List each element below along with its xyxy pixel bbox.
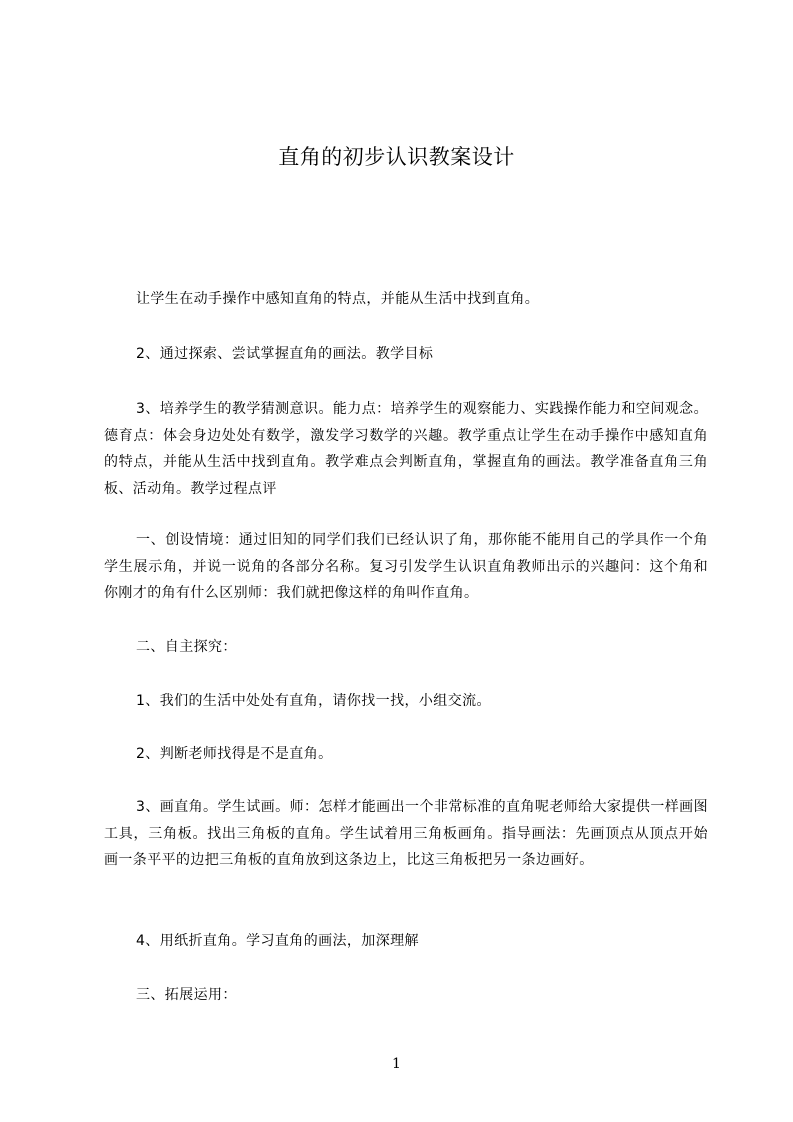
paragraph-step-1: 1、我们的生活中处处有直角，请你找一找，小组交流。 (136, 693, 491, 709)
paragraph-section-2-heading: 二、自主探究： (136, 639, 237, 655)
paragraph-step-3: 3、画直角。学生试画。师：怎样才能画出一个非常标准的直角呢老师给大家提供一样画图工具，三角板。找出三角板的直角。学生试着用三角板画角。指导画法：先画顶点从顶点开始画一条平平的边把三角板的直角放到这条边上，比这三角板把另一条边画好。 (104, 799, 708, 868)
paragraph-section-3-heading: 三、拓展运用： (136, 987, 237, 1003)
paragraph-step-2: 2、判断老师找得是不是直角。 (136, 746, 333, 762)
document-title: 直角的初步认识教案设计 (278, 145, 515, 169)
page-number: 1 (392, 1056, 401, 1072)
paragraph-objective-2: 2、通过探索、尝试掌握直角的画法。教学目标 (136, 346, 434, 362)
paragraph-objective-3: 3、培养学生的教学猜测意识。能力点：培养学生的观察能力、实践操作能力和空间观念。德育点：体会身边处处有数学，激发学习数学的兴趣。教学重点让学生在动手操作中感知直角的特点，并能从生活中找到直角。教学难点会判断直角，掌握直角的画法。教学准备直角三角板、活动角。教学过程点评 (104, 401, 708, 497)
paragraph-section-1: 一、创设情境：通过旧知的同学们我们已经认识了角，那你能不能用自己的学具作一个角学生展示角，并说一说角的各部分名称。复习引发学生认识直角教师出示的兴趣问：这个角和你刚才的角有什么区别师：我们就把像这样的角叫作直角。 (104, 532, 708, 601)
paragraph-objective-1: 让学生在动手操作中感知直角的特点，并能从生活中找到直角。 (136, 291, 540, 307)
paragraph-step-4: 4、用纸折直角。学习直角的画法，加深理解 (136, 933, 419, 949)
